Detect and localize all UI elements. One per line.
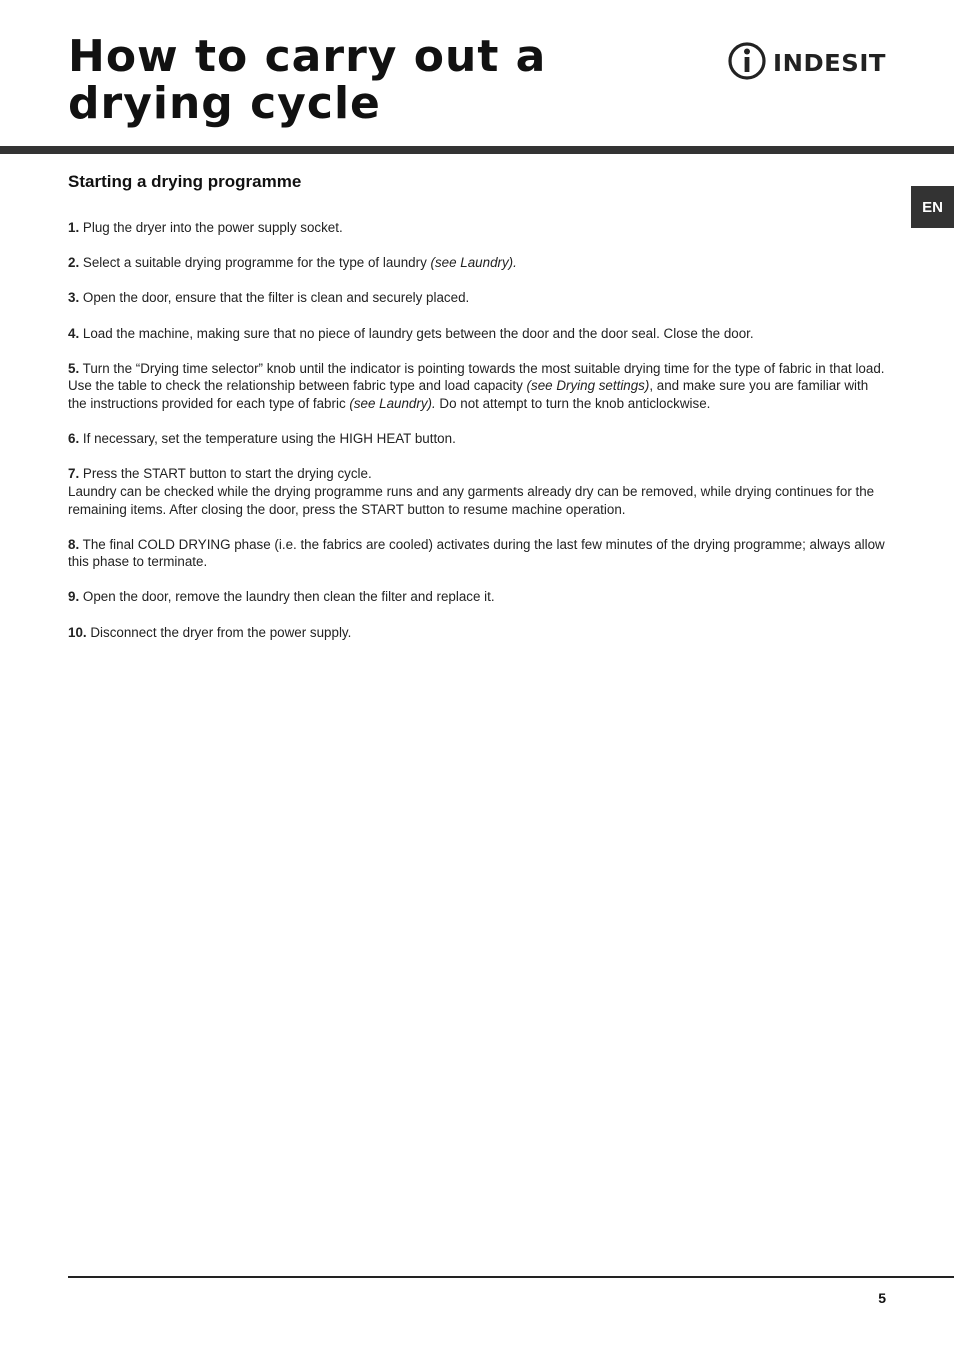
page-title <box>68 33 546 127</box>
brand-mark-icon <box>730 44 764 78</box>
step-note: Laundry can be checked while the drying programme runs and any garments already dry can be removed, while drying continues for the remaining items. After closing the door, press the START button to resume machine operation. <box>68 483 875 517</box>
step-text: Press the START button to start the drying cycle. <box>82 466 372 482</box>
page-title-line-1: How to carry out a <box>68 31 547 82</box>
step-7 <box>68 465 886 518</box>
step-text: , and make sure you are familiar with the instructions provided for each type of fabric <box>68 378 869 411</box>
step-number: 3. <box>68 290 80 306</box>
step-text: Plug the dryer into the power supply socket. <box>82 220 343 235</box>
step-6 <box>68 430 886 448</box>
step-text: Disconnect the dryer from the power supply. <box>90 624 352 640</box>
step-9 <box>68 588 886 606</box>
step-1 <box>68 219 886 237</box>
step-text: If necessary, set the temperature using the HIGH HEAT button. <box>82 431 456 447</box>
step-text: Select a suitable drying programme for the type of laundry <box>82 255 431 271</box>
step-text: The final COLD DRYING phase (i.e. the fabrics are cooled) activates during the last few minutes of the drying programme; always allow this phase to terminate. <box>68 536 885 570</box>
step-5 <box>68 360 886 413</box>
step-10 <box>68 624 886 642</box>
step-number: 8. <box>68 536 80 552</box>
section-heading: Starting a drying programme <box>68 172 302 191</box>
step-number: 10. <box>68 624 87 640</box>
step-text: Open the door, ensure that the filter is clean and securely placed. <box>82 290 470 306</box>
language-tab: EN <box>911 186 954 228</box>
cross-reference: (see Laundry). <box>430 255 517 271</box>
step-number: 7. <box>68 466 80 482</box>
footer-rule <box>68 1276 954 1278</box>
indesit-logo <box>727 41 887 81</box>
step-text: Do not attempt to turn the knob anticlockwise. <box>435 395 711 411</box>
page-number: 5 <box>878 1290 886 1306</box>
page-title-line-2: drying cycle <box>68 78 381 129</box>
step-number: 4. <box>68 325 80 341</box>
step-number: 9. <box>68 589 80 605</box>
step-3 <box>68 289 886 307</box>
step-text: Load the machine, making sure that no piece of laundry gets between the door and the door seal. Close the door. <box>82 325 754 341</box>
step-text: Open the door, remove the laundry then clean the filter and replace it. <box>82 589 495 605</box>
steps-list <box>68 219 886 659</box>
step-number: 1. <box>68 220 80 235</box>
header-rule <box>0 146 954 154</box>
step-2 <box>68 254 886 272</box>
step-8 <box>68 536 886 571</box>
step-number: 6. <box>68 431 80 447</box>
step-4 <box>68 325 886 343</box>
step-number: 2. <box>68 255 80 271</box>
step-number: 5. <box>68 360 80 376</box>
cross-reference: (see Drying settings) <box>526 378 650 394</box>
step-text: Turn the “Drying time selector” knob until the indicator is pointing towards the most suitable drying time for the type of fabric in that load. Use the table to check the relationship between fabric type and load capacity <box>68 360 885 394</box>
brand-wordmark: INDESIT <box>773 51 886 77</box>
cross-reference: (see Laundry). <box>349 395 436 411</box>
